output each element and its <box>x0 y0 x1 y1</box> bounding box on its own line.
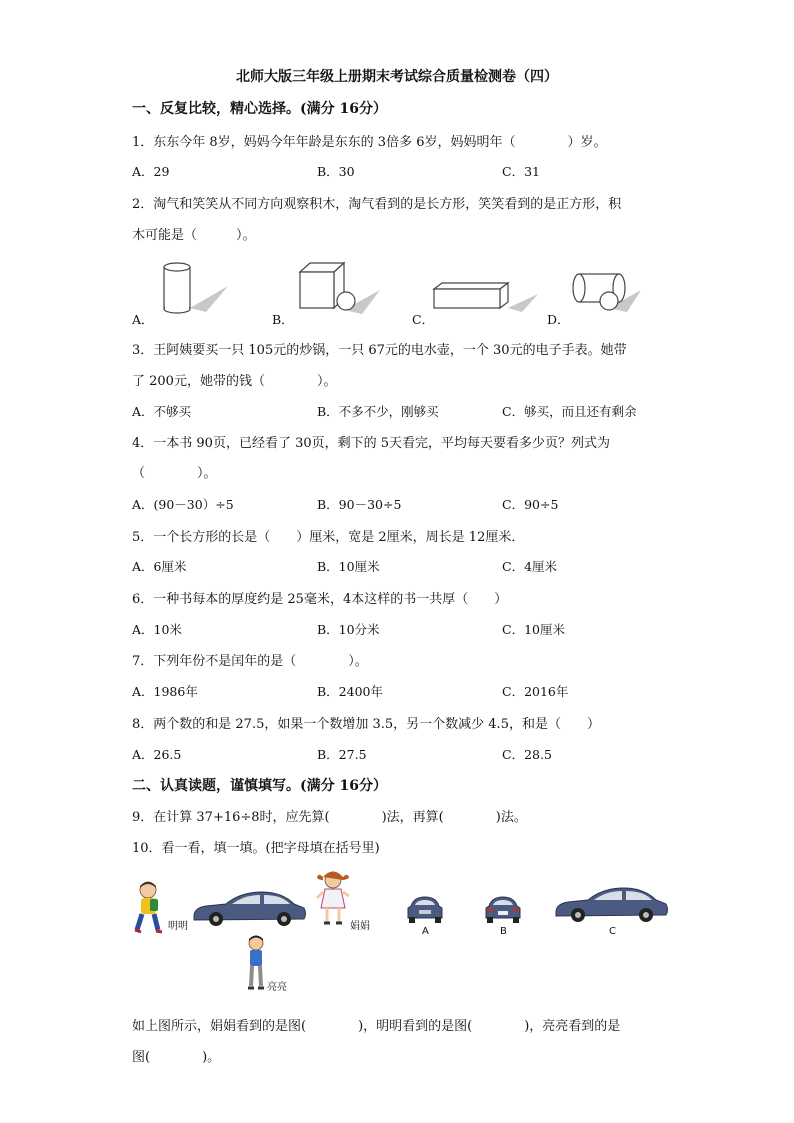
figure-d-label: D． <box>547 312 570 327</box>
question-10-answer-line-1: 如上图所示，娟娟看到的是图( )，明明看到的是图( )，亮亮看到的是 <box>132 1019 621 1034</box>
option-a: A．6厘米 <box>132 559 187 574</box>
boy-liangliang-icon <box>242 934 270 992</box>
option-b: B．2400年 <box>317 684 383 699</box>
rectangular-box-icon <box>412 258 542 320</box>
question-10: 10．看一看，填一填。(把字母填在括号里) <box>132 841 380 856</box>
car-front-view-icon <box>406 894 444 924</box>
option-a: A．10米 <box>132 622 182 637</box>
figure-b <box>272 258 392 328</box>
question-6: 6．一种书每本的厚度约是 25毫米，4本这样的书一共厚（ ） <box>132 592 508 607</box>
figure-a-label: A． <box>132 312 154 327</box>
question-8: 8．两个数的和是 27.5，如果一个数增加 3.5，另一个数减少 4.5，和是（ ） <box>132 717 600 732</box>
boy-mingming-icon <box>132 880 168 936</box>
section-2-heading: 二、认真读题，谨慎填写。(满分 16分） <box>132 778 387 794</box>
option-a: A．不够买 <box>132 404 192 419</box>
question-9: 9．在计算 37+16÷8时，应先算( )法，再算( )法。 <box>132 810 527 825</box>
question-2-line-2: 木可能是（ ）。 <box>132 228 256 243</box>
label-c: C <box>609 926 616 937</box>
option-b: B．27.5 <box>317 747 367 762</box>
question-3-line-1: 3．王阿姨要买一只 105元的炒锅，一只 67元的电水壶，一个 30元的电子手表。她带 <box>132 343 627 358</box>
label-juanjuan: 娟娟 <box>350 921 370 932</box>
label-liangliang: 亮亮 <box>267 982 287 993</box>
question-2-line-1: 2．淘气和笑笑从不同方向观察积木，淘气看到的是长方形，笑笑看到的是正方形，积 <box>132 197 622 212</box>
question-4-line-1: 4．一本书 90页，已经看了 30页，剩下的 5天看完，平均每天要看多少页？列式为 <box>132 436 611 451</box>
cube-and-ball-icon <box>272 258 392 320</box>
option-c: C．够买，而且还有剩余 <box>502 404 637 419</box>
figure-d <box>547 258 667 328</box>
label-b: B <box>500 926 507 937</box>
question-4-line-2: （ ）。 <box>132 466 217 481</box>
option-c: C．28.5 <box>502 747 552 762</box>
car-side-view-icon <box>190 888 308 928</box>
option-a: A．1986年 <box>132 684 198 699</box>
figure-c-label: C． <box>412 312 435 327</box>
option-b: B．10分米 <box>317 622 380 637</box>
option-c: C．90÷5 <box>502 497 559 512</box>
section-1-heading: 一、反复比较，精心选择。(满分 16分） <box>132 101 387 117</box>
car-side-view-c-icon <box>552 884 670 924</box>
option-a: A．29 <box>132 164 170 179</box>
option-b: B．30 <box>317 164 355 179</box>
option-b: B．不多不少，刚够买 <box>317 404 439 419</box>
question-1: 1．东东今年 8岁，妈妈今年年龄是东东的 3倍多 6岁，妈妈明年（ ）岁。 <box>132 135 607 150</box>
question-3-line-2: 了 200元，她带的钱（ ）。 <box>132 374 337 389</box>
question-5: 5．一个长方形的长是（ ）厘米，宽是 2厘米，周长是 12厘米． <box>132 530 525 545</box>
figure-c <box>412 258 542 328</box>
car-rear-view-icon <box>484 894 522 924</box>
option-c: C．4厘米 <box>502 559 558 574</box>
option-c: C．2016年 <box>502 684 569 699</box>
figure-a <box>132 258 252 328</box>
label-a: A <box>422 926 429 937</box>
option-a: A．26.5 <box>132 747 182 762</box>
label-mingming: 明明 <box>168 921 188 932</box>
cylinder-icon <box>132 258 252 320</box>
lying-cylinder-and-ball-icon <box>547 258 667 320</box>
figure-b-label: B． <box>272 312 294 327</box>
question-10-answer-line-2: 图( )。 <box>132 1050 221 1065</box>
question-7: 7．下列年份不是闰年的是（ ）。 <box>132 654 368 669</box>
question-10-scene <box>130 868 690 996</box>
option-b: B．90－30÷5 <box>317 497 402 512</box>
option-c: C．10厘米 <box>502 622 565 637</box>
page-title: 北师大版三年级上册期末考试综合质量检测卷（四） <box>236 69 558 85</box>
option-a: A．(90－30）÷5 <box>132 497 234 512</box>
option-b: B．10厘米 <box>317 559 380 574</box>
option-c: C．31 <box>502 164 540 179</box>
girl-juanjuan-icon <box>315 868 351 928</box>
question-2-figures <box>132 258 652 328</box>
